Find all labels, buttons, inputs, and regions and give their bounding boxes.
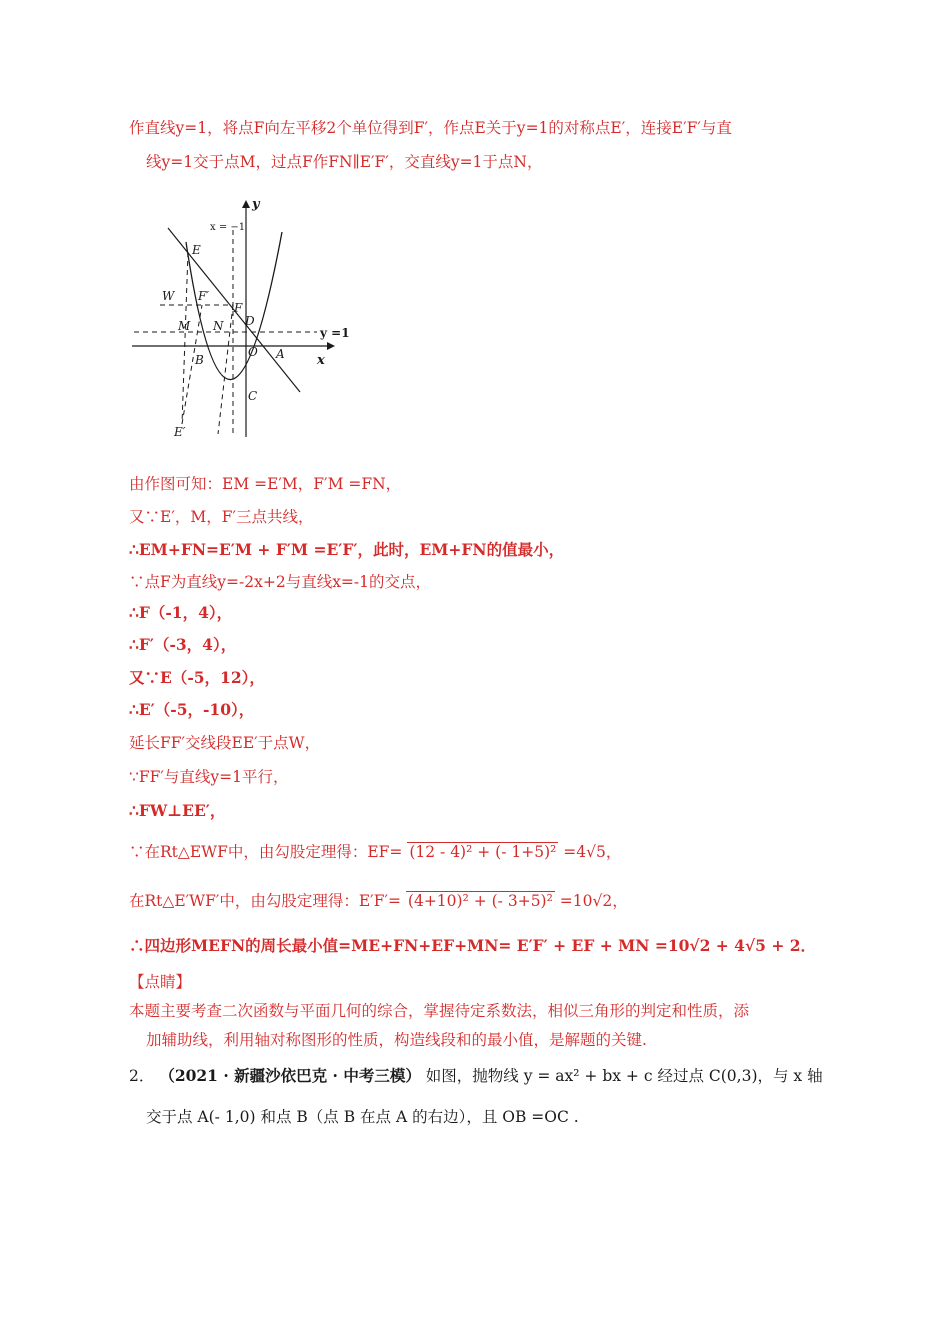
label-x-eq: x = −1 <box>210 222 246 233</box>
label-O: O <box>248 345 258 359</box>
ef-result: =4√5， <box>563 843 622 861</box>
solution-line-2: 又∵E′，M，F′三点共线， <box>129 508 314 526</box>
para1-line1: 作直线y=1，将点F向左平移2个单位得到F′，作点E关于y=1的对称点E′，连接E′F′与直 <box>129 119 732 137</box>
problem2-number: 2． <box>129 1067 155 1085</box>
label-M: M <box>178 319 191 333</box>
label-x: x <box>317 353 325 368</box>
solution-line-12 <box>129 842 621 862</box>
label-E-prime: E′ <box>174 425 186 439</box>
para1-line2: 线y=1交于点M，过点F作FN∥E′F′，交直线y=1于点N， <box>146 153 543 171</box>
label-B: B <box>195 353 204 367</box>
solution-line-1: 由作图可知：EM =E′M，F′M =FN， <box>129 475 402 493</box>
solution-line-13 <box>129 891 628 911</box>
epfp-label: 在Rt△E′WF′中，由勾股定理得：E′F′= <box>129 892 401 910</box>
solution-line-14: ∴四边形MEFN的周长最小值=ME+FN+EF+MN= E′F′ + EF + MN =10√2 + 4√5 + 2． <box>129 936 816 955</box>
solution-line-6: ∴F′（-3，4）， <box>129 635 237 654</box>
dianjing-line-1: 本题主要考查二次函数与平面几何的综合，掌握待定系数法，相似三角形的判定和性质，添 <box>129 1002 750 1020</box>
label-y: y <box>252 197 260 212</box>
epfp-result: =10√2， <box>559 892 628 910</box>
y-arrow <box>242 200 250 208</box>
segment-ee-prime <box>182 252 188 424</box>
solution-line-4: ∵点F为直线y=-2x+2与直线x=-1的交点， <box>129 573 432 591</box>
solution-line-11: ∴FW⊥EE′， <box>129 801 226 820</box>
label-A: A <box>276 347 285 361</box>
problem2-line-2: 交于点 A(- 1,0) 和点 B（点 B 在点 A 的右边），且 OB =OC . <box>146 1108 579 1126</box>
x-arrow <box>327 342 335 350</box>
label-E: E <box>192 243 201 257</box>
dianjing-title: 【点睛】 <box>129 973 192 991</box>
solution-line-3: ∴EM+FN=E′M + F′M =E′F′，此时，EM+FN的值最小， <box>129 540 565 559</box>
label-W: W <box>162 289 175 303</box>
solution-line-7: 又∵E（-5，12）， <box>129 668 265 687</box>
solution-line-10: ∵FF′与直线y=1平行， <box>129 768 289 786</box>
solution-line-5: ∴F（-1，4）， <box>129 603 233 622</box>
problem2-source: （2021 · 新疆沙依巴克 · 中考三模） <box>159 1066 421 1085</box>
problem2-text-1: 如图，抛物线 y = ax² + bx + c 经过点 C(0,3)，与 x 轴 <box>425 1067 823 1085</box>
epfp-radicand: (4+10)² + (- 3+5)² <box>407 892 553 910</box>
solution-line-9: 延长FF′交线段EE′于点W， <box>129 734 321 752</box>
label-C: C <box>248 389 258 403</box>
parabola-figure <box>132 192 362 442</box>
ef-radicand: (12 - 4)² + (- 1+5)² <box>409 843 557 861</box>
label-y-eq: y =1 <box>320 326 350 340</box>
ef-label: ∵在Rt△EWF中，由勾股定理得：EF= <box>129 843 403 861</box>
solution-line-8: ∴E′（-5，-10）， <box>129 700 255 719</box>
label-F-prime: F′ <box>198 289 210 303</box>
label-D: D <box>245 314 255 328</box>
label-F: F <box>234 301 243 315</box>
label-N: N <box>213 319 224 333</box>
problem2-line-1 <box>129 1066 823 1086</box>
dianjing-line-2: 加辅助线，利用轴对称图形的性质，构造线段和的最小值，是解题的关键. <box>146 1031 647 1049</box>
